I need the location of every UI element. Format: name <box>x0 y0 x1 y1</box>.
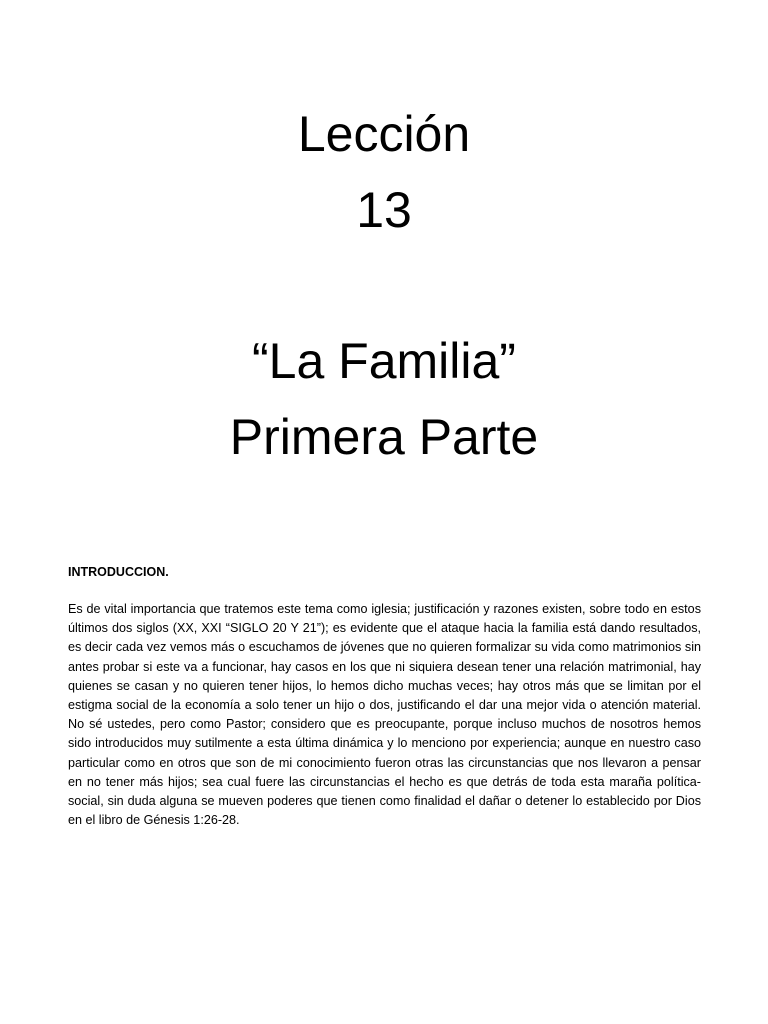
lesson-part: Primera Parte <box>229 409 539 465</box>
intro-paragraph: Es de vital importancia que tratemos este tema como iglesia; justificación y razones existen, sobre todo en estos últimos dos siglos (XX, XXI “SIGLO 20 Y 21”); es evidente que el ataque hacia la familia está dando resultados, es decir cada vez vemos más o escuchamos de jóvenes que no quieren formalizar su vida como matrimonios sin antes probar si este va a funcionar, hay casos en los que ni siquiera desean tener una relación matrimonial, hay quienes se casan y no quieren tener hijos, lo hemos dicho muchas veces; hay otros más que se limitan por el estigma social de la economía a solo tener un hijo o dos, justificando el dar una mejor vida o atención material. No sé ustedes, pero como Pastor; considero que es preocupante, porque incluso muchos de nosotros hemos sido introducidos muy sutilmente a esta última dinámica y lo menciono por experiencia; aunque en nuestro caso particular como en otros que son de mi conocimiento fueron otras las circunstancias que nos llevaron a pensar en no tener más hijos; sea cual fuere las circunstancias el hecho es que detrás de toda esta maraña política-social, sin duda alguna se mueven poderes que tienen como finalidad el dañar o detener lo establecido por Dios en el libro de Génesis 1:26-28. <box>68 602 701 828</box>
lesson-number: 13 <box>356 182 412 238</box>
lesson-title <box>0 96 768 248</box>
lesson-word: Lección <box>297 106 471 162</box>
section-heading: INTRODUCCION. <box>68 565 169 579</box>
lesson-subtitle <box>0 323 768 475</box>
lesson-topic: “La Familia” <box>252 333 516 389</box>
